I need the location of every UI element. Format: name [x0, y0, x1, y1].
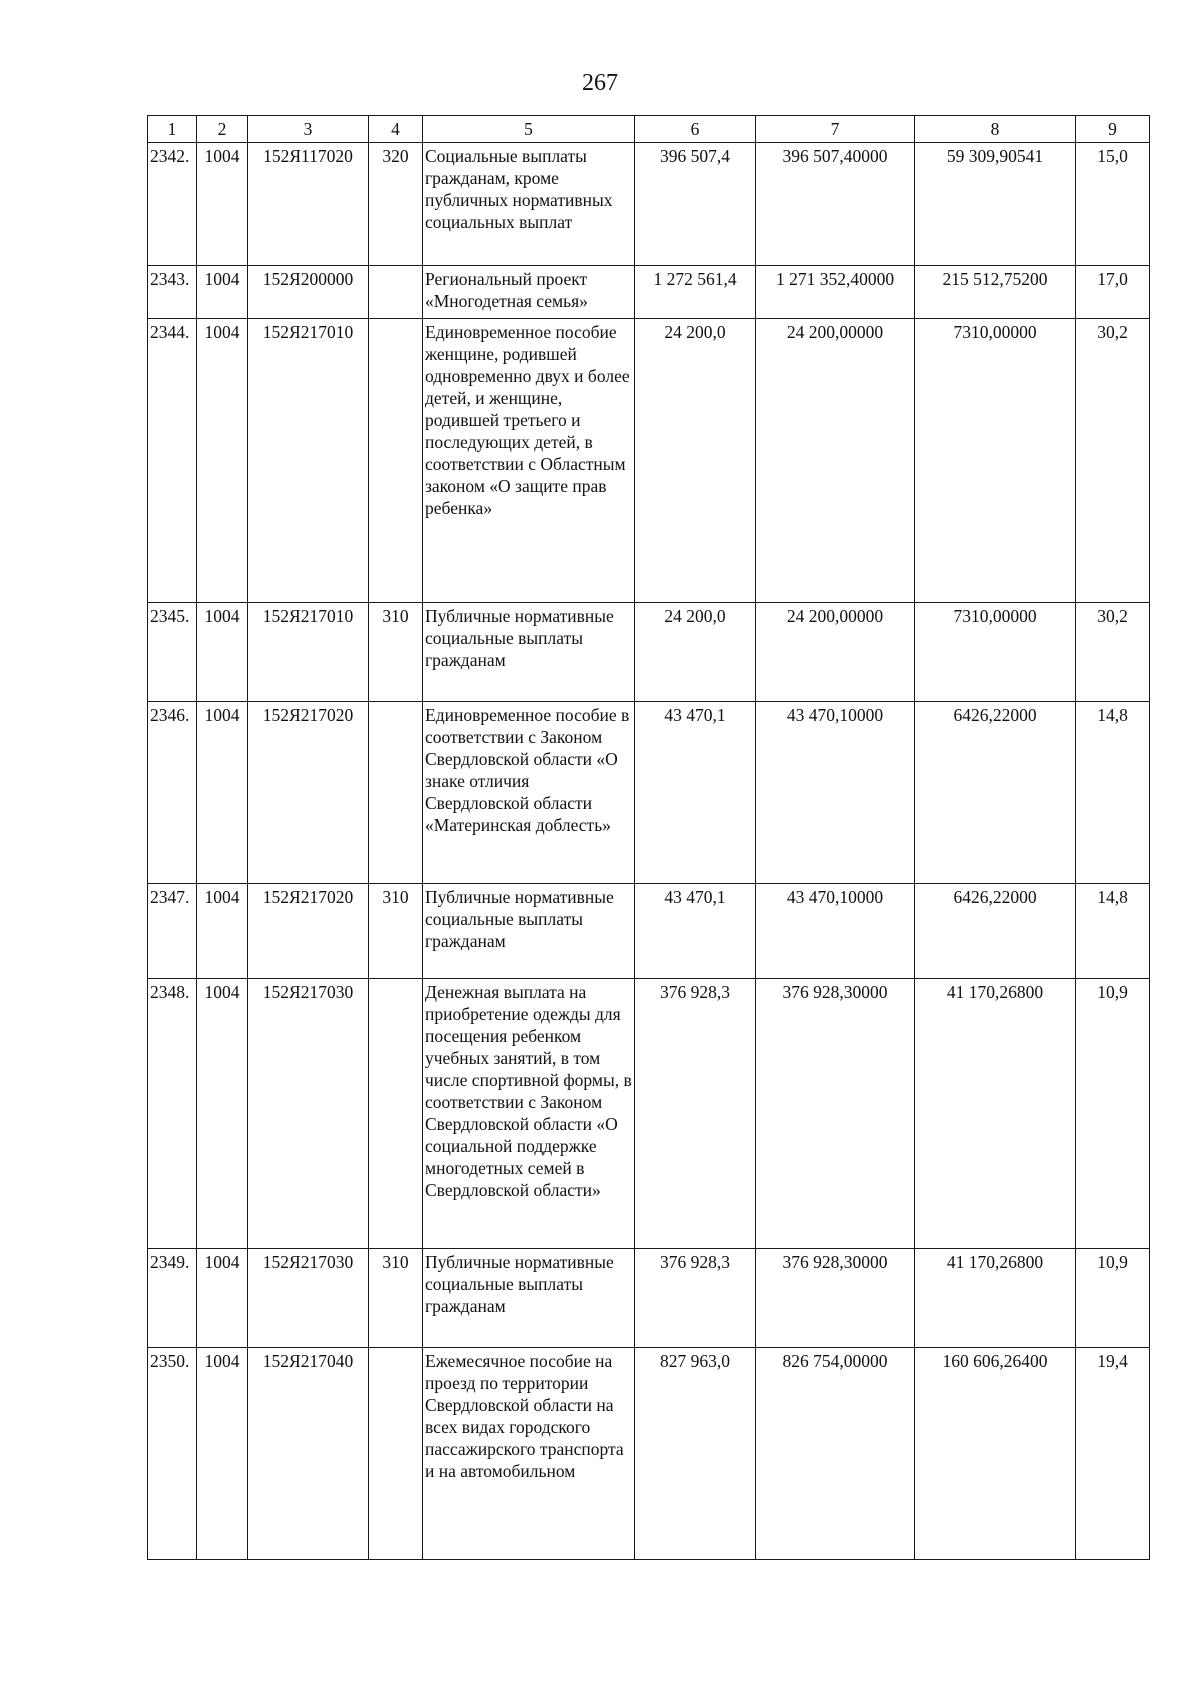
amount-col7: 43 470,10000: [756, 884, 915, 979]
item-name: Ежемесячное пособие на проезд по территории Свердловской области на всех видах городского пассажирского транспорта и на автомобильном: [423, 1348, 635, 1560]
target-code: 152Я217020: [248, 702, 369, 884]
header-cell: 2: [197, 116, 248, 143]
percent-col9: 30,2: [1076, 603, 1150, 702]
target-code: 152Я117020: [248, 143, 369, 266]
section-code: 1004: [197, 1249, 248, 1348]
table-row: [148, 603, 1150, 702]
expense-kind: [369, 319, 423, 603]
expense-kind: 310: [369, 603, 423, 702]
section-code: 1004: [197, 702, 248, 884]
amount-col8: 7310,00000: [915, 319, 1076, 603]
item-name: Публичные нормативные социальные выплаты гражданам: [423, 603, 635, 702]
section-code: 1004: [197, 884, 248, 979]
percent-col9: 10,9: [1076, 979, 1150, 1249]
header-cell: 7: [756, 116, 915, 143]
amount-col8: 41 170,26800: [915, 1249, 1076, 1348]
table-body: [148, 143, 1150, 1560]
percent-col9: 30,2: [1076, 319, 1150, 603]
section-code: 1004: [197, 1348, 248, 1560]
target-code: 152Я217020: [248, 884, 369, 979]
amount-col6: 24 200,0: [635, 603, 756, 702]
amount-col8: 6426,22000: [915, 884, 1076, 979]
amount-col6: 43 470,1: [635, 702, 756, 884]
table-row: [148, 143, 1150, 266]
amount-col6: 1 272 561,4: [635, 266, 756, 319]
expense-kind: 320: [369, 143, 423, 266]
target-code: 152Я217030: [248, 1249, 369, 1348]
header-cell: 4: [369, 116, 423, 143]
expense-kind: [369, 266, 423, 319]
expense-kind: [369, 1348, 423, 1560]
budget-table: [147, 115, 1150, 1560]
item-name: Единовременное пособие в соответствии с Законом Свердловской области «О знаке отличия Свердловской области «Материнская доблесть»: [423, 702, 635, 884]
amount-col7: 376 928,30000: [756, 1249, 915, 1348]
header-cell: 3: [248, 116, 369, 143]
section-code: 1004: [197, 603, 248, 702]
header-cell: 5: [423, 116, 635, 143]
header-cell: 1: [148, 116, 197, 143]
percent-col9: 14,8: [1076, 702, 1150, 884]
amount-col6: 396 507,4: [635, 143, 756, 266]
amount-col8: 6426,22000: [915, 702, 1076, 884]
item-name: Публичные нормативные социальные выплаты гражданам: [423, 884, 635, 979]
target-code: 152Я200000: [248, 266, 369, 319]
amount-col7: 43 470,10000: [756, 702, 915, 884]
amount-col6: 43 470,1: [635, 884, 756, 979]
header-cell: 6: [635, 116, 756, 143]
row-number: 2345.: [148, 603, 197, 702]
item-name: Социальные выплаты гражданам, кроме публичных нормативных социальных выплат: [423, 143, 635, 266]
row-number: 2343.: [148, 266, 197, 319]
percent-col9: 14,8: [1076, 884, 1150, 979]
percent-col9: 15,0: [1076, 143, 1150, 266]
amount-col6: 827 963,0: [635, 1348, 756, 1560]
target-code: 152Я217030: [248, 979, 369, 1249]
section-code: 1004: [197, 143, 248, 266]
expense-kind: [369, 979, 423, 1249]
percent-col9: 19,4: [1076, 1348, 1150, 1560]
row-number: 2350.: [148, 1348, 197, 1560]
amount-col8: 59 309,90541: [915, 143, 1076, 266]
row-number: 2349.: [148, 1249, 197, 1348]
amount-col8: 215 512,75200: [915, 266, 1076, 319]
item-name: Публичные нормативные социальные выплаты гражданам: [423, 1249, 635, 1348]
row-number: 2348.: [148, 979, 197, 1249]
table-row: [148, 1348, 1150, 1560]
amount-col7: 24 200,00000: [756, 319, 915, 603]
table-header-row: [148, 116, 1150, 143]
section-code: 1004: [197, 266, 248, 319]
table-row: [148, 884, 1150, 979]
amount-col7: 1 271 352,40000: [756, 266, 915, 319]
row-number: 2347.: [148, 884, 197, 979]
amount-col7: 826 754,00000: [756, 1348, 915, 1560]
amount-col7: 376 928,30000: [756, 979, 915, 1249]
table-row: [148, 979, 1150, 1249]
percent-col9: 17,0: [1076, 266, 1150, 319]
amount-col8: 41 170,26800: [915, 979, 1076, 1249]
item-name: Денежная выплата на приобретение одежды для посещения ребенком учебных занятий, в том числе спортивной формы, в соответствии с Законом Свердловской области «О социальной поддержке многодетных семей в Свердловской области»: [423, 979, 635, 1249]
section-code: 1004: [197, 979, 248, 1249]
table-row: [148, 266, 1150, 319]
percent-col9: 10,9: [1076, 1249, 1150, 1348]
table-row: [148, 702, 1150, 884]
amount-col6: 376 928,3: [635, 979, 756, 1249]
amount-col7: 24 200,00000: [756, 603, 915, 702]
row-number: 2344.: [148, 319, 197, 603]
table-row: [148, 1249, 1150, 1348]
section-code: 1004: [197, 319, 248, 603]
target-code: 152Я217010: [248, 603, 369, 702]
item-name: Региональный проект «Многодетная семья»: [423, 266, 635, 319]
header-cell: 9: [1076, 116, 1150, 143]
expense-kind: 310: [369, 884, 423, 979]
table-row: [148, 319, 1150, 603]
item-name: Единовременное пособие женщине, родившей одновременно двух и более детей, и женщине, родившей третьего и последующих детей, в соответствии с Областным законом «О защите прав ребенка»: [423, 319, 635, 603]
amount-col6: 24 200,0: [635, 319, 756, 603]
expense-kind: [369, 702, 423, 884]
header-cell: 8: [915, 116, 1076, 143]
target-code: 152Я217010: [248, 319, 369, 603]
amount-col7: 396 507,40000: [756, 143, 915, 266]
expense-kind: 310: [369, 1249, 423, 1348]
row-number: 2342.: [148, 143, 197, 266]
page-number: 267: [582, 70, 618, 96]
amount-col8: 7310,00000: [915, 603, 1076, 702]
target-code: 152Я217040: [248, 1348, 369, 1560]
row-number: 2346.: [148, 702, 197, 884]
amount-col8: 160 606,26400: [915, 1348, 1076, 1560]
amount-col6: 376 928,3: [635, 1249, 756, 1348]
